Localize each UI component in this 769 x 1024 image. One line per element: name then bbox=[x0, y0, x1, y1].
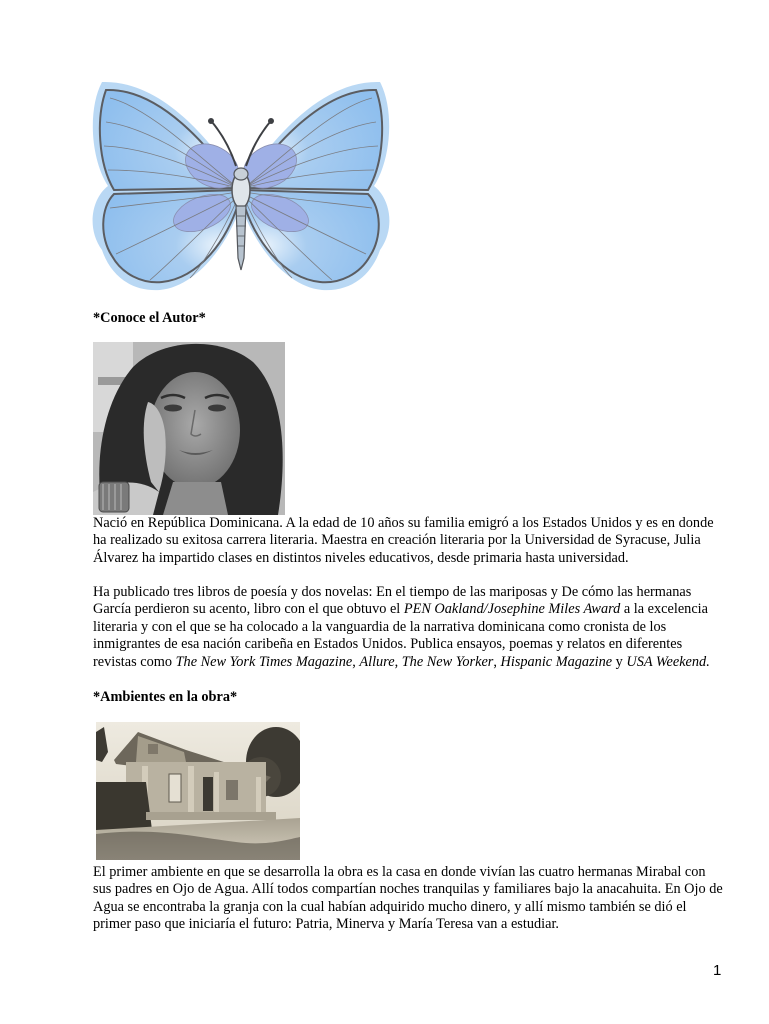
text-line bbox=[93, 601, 733, 618]
house-photo bbox=[96, 722, 300, 860]
text-line: sus padres en Ojo de Agua. Allí todos compartían noches tranquilas y familiares bajo la anacahuita. En Ojo de bbox=[93, 881, 723, 898]
text-run: , bbox=[493, 653, 501, 670]
text-line: Agua se encontraba la granja con la cual habían adquirido mucho dinero, y allí mismo también se dió el bbox=[93, 898, 687, 915]
text-run: a la excelencia bbox=[620, 601, 708, 618]
section-heading-settings: *Ambientes en la obra* bbox=[93, 689, 238, 705]
magazine-title: Allure bbox=[359, 653, 395, 670]
text-run: , bbox=[352, 653, 360, 670]
author-works-paragraph bbox=[93, 584, 733, 671]
magazine-title: The New York Times Magazine bbox=[175, 653, 353, 670]
author-bio-paragraph bbox=[93, 515, 733, 567]
page-number: 1 bbox=[713, 962, 722, 979]
magazine-title: Hispanic Magazine bbox=[500, 653, 613, 670]
butterfly-image bbox=[90, 78, 392, 294]
text-line: literaria y con el que se ha colocado a la vanguardia de la narrativa dominicana como cronista de los bbox=[93, 618, 667, 635]
text-line: Nació en República Dominicana. A la edad de 10 años su familia emigró a los Estados Unidos y es en donde bbox=[93, 515, 714, 531]
butterfly-icon bbox=[90, 78, 392, 294]
text-run: y bbox=[612, 653, 627, 670]
text-line: Álvarez ha impartido clases en distintos niveles educativos, desde primaria hasta universidad. bbox=[93, 549, 629, 566]
text-line: inmigrantes de esa nación caribeña en Estados Unidos. Publica ensayos, poemas y relatos en diferentes bbox=[93, 636, 683, 653]
author-portrait-icon bbox=[93, 342, 285, 515]
award-title: PEN Oakland/Josephine Miles Award bbox=[403, 601, 621, 618]
text-line bbox=[93, 654, 733, 671]
section-heading-author: *Conoce el Autor* bbox=[93, 310, 206, 326]
author-photo bbox=[93, 342, 285, 515]
text-run: revistas como bbox=[93, 653, 176, 670]
house-photo-icon bbox=[96, 722, 300, 860]
text-line: primer paso que iniciaría el futuro: Patria, Minerva y María Teresa van a estudiar. bbox=[93, 916, 559, 933]
text-run: , bbox=[394, 653, 402, 670]
text-line: ha realizado su exitosa carrera literaria. Maestra en creación literaria por la Universidad de Syracuse, Julia bbox=[93, 532, 701, 549]
text-line: Ha publicado tres libros de poesía y dos novelas: En el tiempo de las mariposas y De cómo las hermanas bbox=[93, 584, 692, 600]
text-line: El primer ambiente en que se desarrolla la obra es la casa en donde vivían las cuatro hermanas Mirabal con bbox=[93, 864, 706, 880]
magazine-title: The New Yorker bbox=[401, 653, 494, 670]
settings-paragraph bbox=[93, 864, 733, 934]
text-run: García perdieron su acento, libro con el que obtuvo el bbox=[93, 601, 404, 618]
magazine-title: USA Weekend. bbox=[626, 653, 710, 670]
